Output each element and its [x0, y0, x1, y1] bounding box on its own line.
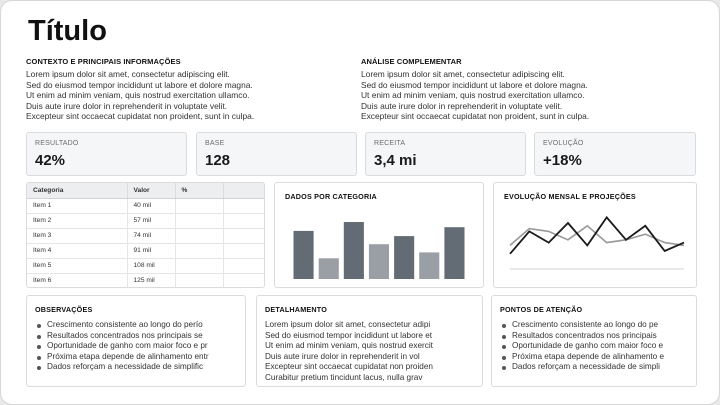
- list-item: Resultados concentrados nos principais: [500, 331, 688, 342]
- list-item: Oportunidade de ganho com maior foco e pr: [35, 341, 237, 352]
- line-chart-title: EVOLUÇÃO MENSAL E PROJEÇÕES: [504, 192, 636, 201]
- kpi-label: EVOLUÇÃO: [543, 140, 584, 147]
- line-series-1: [510, 217, 684, 253]
- pontos-card: [491, 295, 697, 387]
- bar-6: [419, 252, 439, 279]
- table-cell: [223, 198, 264, 213]
- bar-chart: [275, 183, 485, 289]
- table-cell: [223, 213, 264, 228]
- data-table-card: [26, 182, 265, 288]
- observacoes-card: [26, 295, 246, 387]
- table-row: [27, 258, 264, 273]
- kpi-receita: [365, 132, 526, 176]
- detalhamento-heading: DETALHAMENTO: [265, 305, 328, 314]
- intro-left-line: Sed do eiusmod tempor incididunt ut labore et dolore magna.: [26, 79, 253, 90]
- list-item: Dados reforçam a necessidade de simplific: [35, 362, 237, 373]
- table-cell: Item 3: [27, 228, 127, 243]
- bar-3: [344, 222, 364, 279]
- intro-right-line: Ut enim ad minim veniam, quis nostrud exercitation ullamco.: [361, 90, 585, 101]
- table-cell: Item 4: [27, 243, 127, 258]
- kpi-base: [196, 132, 357, 176]
- list-item: Próxima etapa depende de alinhamento e: [500, 352, 688, 363]
- bar-5: [394, 236, 414, 279]
- list-item: Oportunidade de ganho com maior foco e: [500, 341, 688, 352]
- bar-1: [294, 231, 314, 279]
- bar-chart-card: [274, 182, 484, 288]
- intro-left-heading: CONTEXTO E PRINCIPAIS INFORMAÇÕES: [26, 57, 181, 66]
- data-table: [27, 183, 264, 288]
- table-header-cell: %: [175, 183, 223, 198]
- list-item: Resultados concentrados nos principais se: [35, 331, 237, 342]
- intro-right-line: Lorem ipsum dolor sit amet, consectetur adipiscing elit.: [361, 69, 565, 79]
- table-cell: [223, 243, 264, 258]
- intro-left-line: Excepteur sint occaecat cupidatat non proident, sunt in culpa.: [26, 111, 255, 122]
- detail-line: Excepteur sint occaecat cupidatat non proiden: [265, 362, 433, 372]
- bar-4: [369, 244, 389, 279]
- intro-right: [361, 57, 681, 122]
- table-cell: Item 6: [27, 273, 127, 288]
- observacoes-heading: OBSERVAÇÕES: [35, 305, 93, 314]
- intro-left-line: Ut enim ad minim veniam, quis nostrud exercitation ullamco.: [26, 90, 250, 101]
- table-cell: [175, 228, 223, 243]
- intro-right-line: Sed do eiusmod tempor incididunt ut labore et dolore magna.: [361, 79, 588, 90]
- table-header-cell: Valor: [127, 183, 175, 198]
- detail-line: Ut enim ad minim veniam, quis nostrud exercit: [265, 341, 433, 351]
- page-title: Título: [28, 15, 107, 47]
- table-cell: 57 mil: [127, 213, 175, 228]
- table-cell: [223, 228, 264, 243]
- observacoes-list: [35, 320, 237, 373]
- table-cell: 91 mil: [127, 243, 175, 258]
- detail-line: Lorem ipsum dolor sit amet, consectetur adipi: [265, 320, 431, 329]
- kpi-label: BASE: [205, 140, 225, 147]
- detail-line: Sed do eiusmod tempor incididunt ut labore et: [265, 330, 433, 340]
- table-cell: [175, 243, 223, 258]
- bar-7: [444, 227, 464, 279]
- pontos-list: [500, 320, 688, 373]
- kpi-label: RECEITA: [374, 140, 406, 147]
- intro-right-line: Excepteur sint occaecat cupidatat non proident, sunt in culpa.: [361, 111, 590, 122]
- table-header-row: [27, 183, 264, 198]
- bar-2: [319, 258, 339, 279]
- detail-line: Curabitur pretium tincidunt lacus, nulla grav: [265, 372, 423, 382]
- table-row: [27, 228, 264, 243]
- kpi-value: +18%: [543, 152, 582, 169]
- table-cell: Item 2: [27, 213, 127, 228]
- table-cell: [223, 273, 264, 288]
- kpi-resultado: [26, 132, 187, 176]
- table-cell: 74 mil: [127, 228, 175, 243]
- table-cell: [175, 258, 223, 273]
- intro-left: [26, 57, 346, 122]
- table-cell: [175, 273, 223, 288]
- list-item: Crescimento consistente ao longo do pe: [500, 320, 688, 331]
- list-item: Próxima etapa depende de alinhamento entr: [35, 352, 237, 363]
- table-cell: [223, 258, 264, 273]
- table-row: [27, 273, 264, 288]
- detail-line: Duis aute irure dolor in reprehenderit in vol: [265, 351, 420, 361]
- list-item: Dados reforçam a necessidade de simpli: [500, 362, 688, 373]
- kpi-value: 42%: [35, 152, 66, 169]
- detalhamento-card: [256, 295, 483, 387]
- intro-right-heading: ANÁLISE COMPLEMENTAR: [361, 57, 462, 66]
- kpi-value: 128: [205, 152, 231, 169]
- intro-left-line: Duis aute irure dolor in reprehenderit in voluptate velit.: [26, 100, 228, 111]
- table-cell: Item 1: [27, 198, 127, 213]
- table-cell: Item 5: [27, 258, 127, 273]
- table-cell: 125 mil: [127, 273, 175, 288]
- kpi-evolucao: [534, 132, 696, 176]
- line-chart-card: [493, 182, 697, 288]
- table-row: [27, 198, 264, 213]
- table-cell: 108 mil: [127, 258, 175, 273]
- table-cell: [175, 198, 223, 213]
- intro-left-line: Lorem ipsum dolor sit amet, consectetur adipiscing elit.: [26, 69, 230, 79]
- table-header-cell: [223, 183, 264, 198]
- table-cell: [175, 213, 223, 228]
- bar-chart-title: DADOS POR CATEGORIA: [285, 192, 377, 201]
- line-chart: [494, 183, 698, 289]
- table-row: [27, 213, 264, 228]
- table-row: [27, 243, 264, 258]
- pontos-heading: PONTOS DE ATENÇÃO: [500, 305, 583, 314]
- kpi-value: 3,4 mi: [374, 152, 417, 169]
- list-item: Crescimento consistente ao longo do perío: [35, 320, 237, 331]
- table-cell: 40 mil: [127, 198, 175, 213]
- kpi-label: RESULTADO: [35, 140, 79, 147]
- intro-right-line: Duis aute irure dolor in reprehenderit in voluptate velit.: [361, 100, 563, 111]
- table-header-cell: Categoria: [27, 183, 127, 198]
